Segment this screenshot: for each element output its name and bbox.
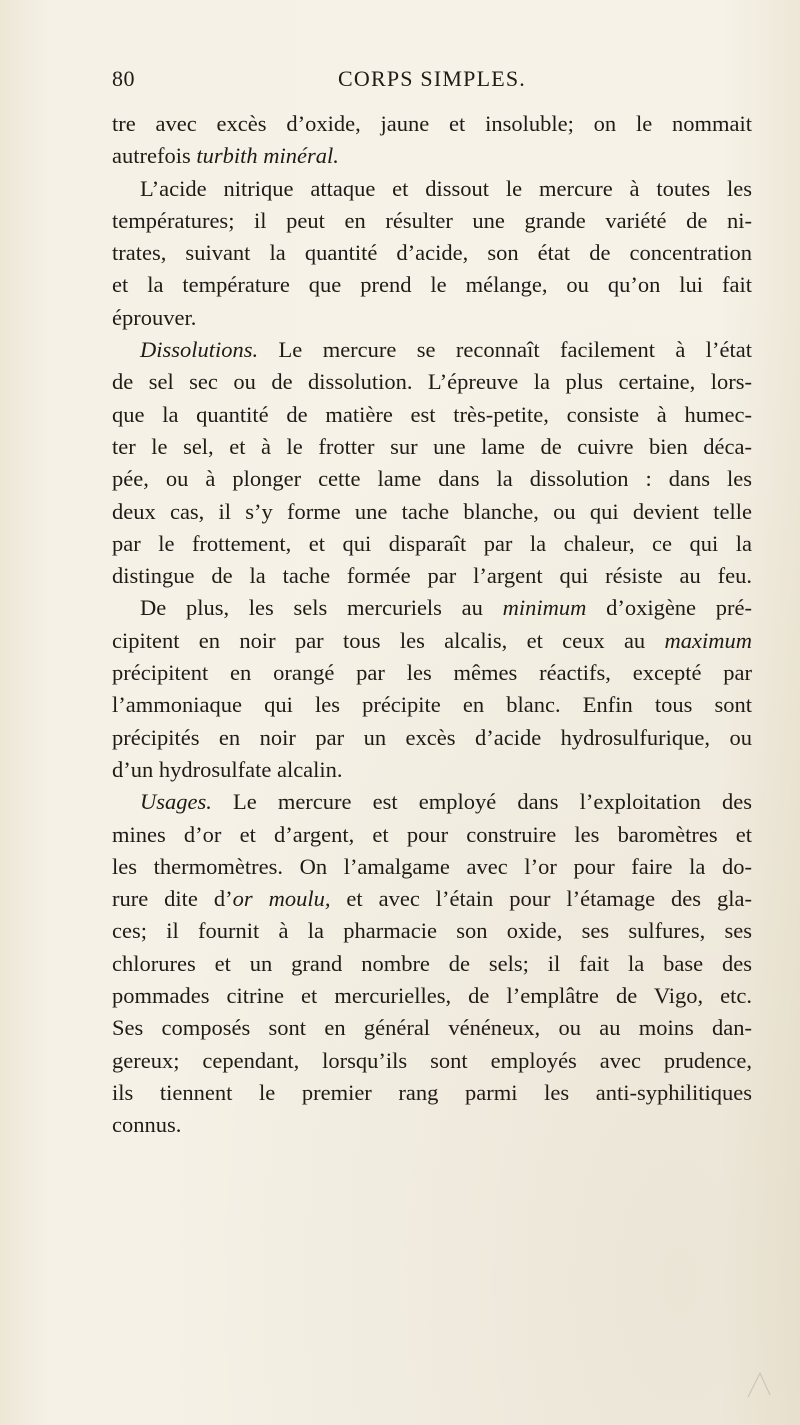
text-line bbox=[112, 528, 752, 560]
text-run: températures; il peut en résulter une grande variété de ni- bbox=[112, 207, 752, 233]
italic-text: Dissolutions. bbox=[140, 337, 259, 363]
text-run: que la quantité de matière est très-petite, consiste à humec- bbox=[112, 401, 752, 427]
text-run: ces; il fournit à la pharmacie son oxide, ses sulfures, ses bbox=[112, 918, 752, 944]
text-run: tre avec excès d’oxide, jaune et insoluble; on le nommait bbox=[112, 111, 752, 136]
text-line bbox=[112, 948, 752, 980]
text-run: par le frottement, et qui disparaît par la chaleur, ce qui la bbox=[112, 530, 752, 556]
text-line bbox=[112, 269, 752, 301]
text-line bbox=[112, 399, 752, 431]
text-run: deux cas, il s’y forme une tache blanche, ou qui devient telle bbox=[112, 498, 752, 524]
text-line bbox=[112, 108, 752, 140]
text-run: l’ammoniaque qui les précipite en blanc. Enfin tous sont bbox=[112, 692, 752, 718]
text-run: éprouver. bbox=[112, 304, 197, 330]
text-line bbox=[112, 560, 752, 592]
text-line bbox=[112, 657, 752, 689]
text-line bbox=[112, 1109, 752, 1141]
text-run: connus. bbox=[112, 1112, 182, 1138]
text-line bbox=[112, 625, 752, 657]
text-line bbox=[112, 334, 752, 366]
text-run: d’oxigène pré- bbox=[586, 595, 752, 621]
text-line bbox=[112, 1012, 752, 1044]
text-line bbox=[112, 754, 752, 786]
text-run: distingue de la tache formée par l’argent qui résiste au feu. bbox=[112, 563, 752, 589]
page-number: 80 bbox=[112, 66, 135, 91]
text-line bbox=[112, 237, 752, 269]
text-run: De plus, les sels mercuriels au bbox=[140, 595, 503, 621]
text-line bbox=[112, 592, 752, 624]
body-text bbox=[112, 108, 752, 1142]
text-run: et avec l’étain pour l’étamage des gla- bbox=[330, 886, 752, 912]
text-run: précipitent en orangé par les mêmes réactifs, excepté par bbox=[112, 660, 752, 686]
running-title: CORPS SIMPLES. bbox=[338, 66, 526, 91]
text-run: de sel sec ou de dissolution. L’épreuve la plus certaine, lors- bbox=[112, 369, 752, 395]
text-line bbox=[112, 689, 752, 721]
italic-text: maximum bbox=[664, 627, 752, 653]
italic-text: minimum bbox=[502, 595, 587, 621]
text-line bbox=[112, 1045, 752, 1077]
text-run: chlorures et un grand nombre de sels; il fait la base des bbox=[112, 950, 752, 976]
paper-fold-mark bbox=[746, 1369, 772, 1399]
text-run: Le mercure est employé dans l’exploitation des bbox=[211, 789, 752, 815]
text-line bbox=[112, 140, 752, 172]
text-line bbox=[112, 819, 752, 851]
text-run: autrefois bbox=[112, 143, 197, 169]
text-line bbox=[112, 883, 752, 915]
text-run: pommades citrine et mercurielles, de l’emplâtre de Vigo, etc. bbox=[112, 983, 752, 1009]
text-run: rure dite d’ bbox=[112, 886, 233, 912]
italic-text: or moulu, bbox=[232, 886, 331, 912]
text-line bbox=[112, 496, 752, 528]
text-line bbox=[112, 205, 752, 237]
page-header bbox=[112, 66, 752, 100]
italic-text: turbith minéral. bbox=[196, 143, 339, 169]
text-run: trates, suivant la quantité d’acide, son état de concentration bbox=[112, 240, 752, 266]
text-line bbox=[112, 1077, 752, 1109]
text-line bbox=[112, 366, 752, 398]
text-line bbox=[112, 980, 752, 1012]
text-run: Ses composés sont en général vénéneux, ou au moins dan- bbox=[112, 1015, 752, 1041]
text-run: Le mercure se reconnaît facilement à l’état bbox=[258, 337, 752, 363]
text-line bbox=[112, 851, 752, 883]
text-run: les thermomètres. On l’amalgame avec l’or pour faire la do- bbox=[112, 853, 752, 879]
text-line bbox=[112, 915, 752, 947]
text-run: ter le sel, et à le frotter sur une lame de cuivre bien déca- bbox=[112, 433, 752, 459]
text-line bbox=[112, 463, 752, 495]
text-line bbox=[112, 173, 752, 205]
text-run: précipités en noir par un excès d’acide hydrosulfurique, ou bbox=[112, 724, 752, 750]
text-run: pée, ou à plonger cette lame dans la dissolution : dans les bbox=[112, 466, 752, 492]
text-run: L’acide nitrique attaque et dissout le mercure à toutes les bbox=[140, 175, 752, 201]
italic-text: Usages. bbox=[140, 789, 212, 815]
text-run: cipitent en noir par tous les alcalis, et ceux au bbox=[112, 627, 665, 653]
text-run: et la température que prend le mélange, ou qu’on lui fait bbox=[112, 272, 752, 298]
text-run: gereux; cependant, lorsqu’ils sont employés avec prudence, bbox=[112, 1047, 752, 1073]
text-line bbox=[112, 722, 752, 754]
text-line bbox=[112, 786, 752, 818]
text-run: ils tiennent le premier rang parmi les anti-syphilitiques bbox=[112, 1079, 752, 1105]
text-run: mines d’or et d’argent, et pour construire les baromètres et bbox=[112, 821, 752, 847]
text-run: d’un hydrosulfate alcalin. bbox=[112, 756, 343, 782]
text-line bbox=[112, 431, 752, 463]
text-line bbox=[112, 302, 752, 334]
